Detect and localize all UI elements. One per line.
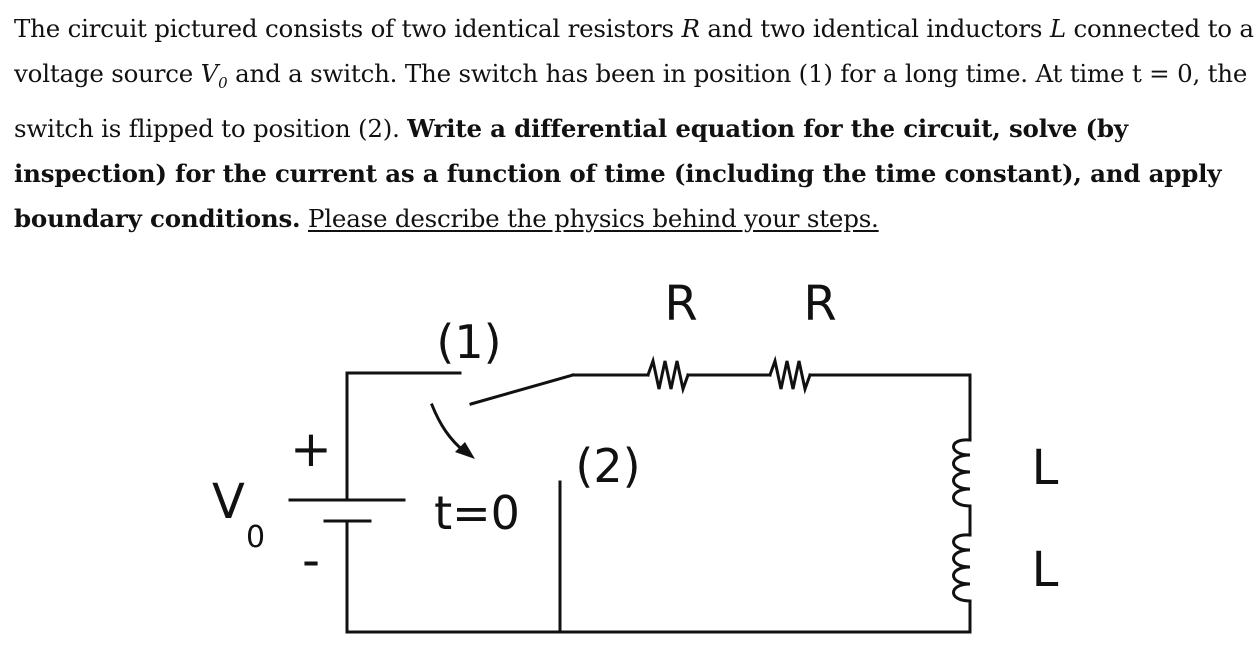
problem-underlined-note: Please describe the physics behind your steps. [307, 203, 879, 233]
problem-text-4: and a switch. The switch has been in position (1) for a long time. At time t = 0, the switch is flipped to position (2). [14, 59, 1248, 143]
problem-text-1: The circuit pictured consists of two identical resistors [14, 14, 682, 43]
voltage-symbol: $V_0$ [200, 59, 228, 92]
plus-sign: + [290, 420, 332, 478]
resistor-label-1: R [664, 276, 698, 332]
inductor-1 [954, 440, 971, 535]
wire-top-right [810, 375, 970, 440]
source-subscript: 0 [246, 520, 266, 555]
switch-time-label: t=0 [434, 486, 520, 540]
minus-sign: - [301, 531, 321, 589]
inductor-2 [954, 535, 971, 619]
switch-blade [471, 375, 573, 404]
resistor-symbol: R [681, 14, 700, 43]
switch-position-2-label: (2) [575, 439, 641, 493]
inductor-label-1: L [1031, 440, 1059, 496]
problem-text-3: connected to a voltage source [14, 14, 1254, 88]
inductor-symbol: L [1049, 14, 1066, 43]
problem-text-2: and two identical inductors [699, 14, 1050, 43]
inductor-label-2: L [1031, 542, 1059, 598]
wire-left-top [347, 373, 460, 497]
resistor-2 [770, 361, 810, 389]
problem-bold-instruction: Write a differential equation for the circuit, solve (by inspection) for the current as a function of time (including the time constant), and apply boundary conditions. [14, 113, 1222, 233]
wire-left-bottom [347, 524, 970, 632]
switch-position-1-label: (1) [436, 315, 502, 369]
resistor-label-2: R [803, 276, 837, 332]
switch-arrow [432, 405, 465, 452]
source-label: V [212, 474, 245, 530]
resistor-1 [648, 361, 688, 389]
voltage-subscript: 0 [218, 73, 228, 92]
